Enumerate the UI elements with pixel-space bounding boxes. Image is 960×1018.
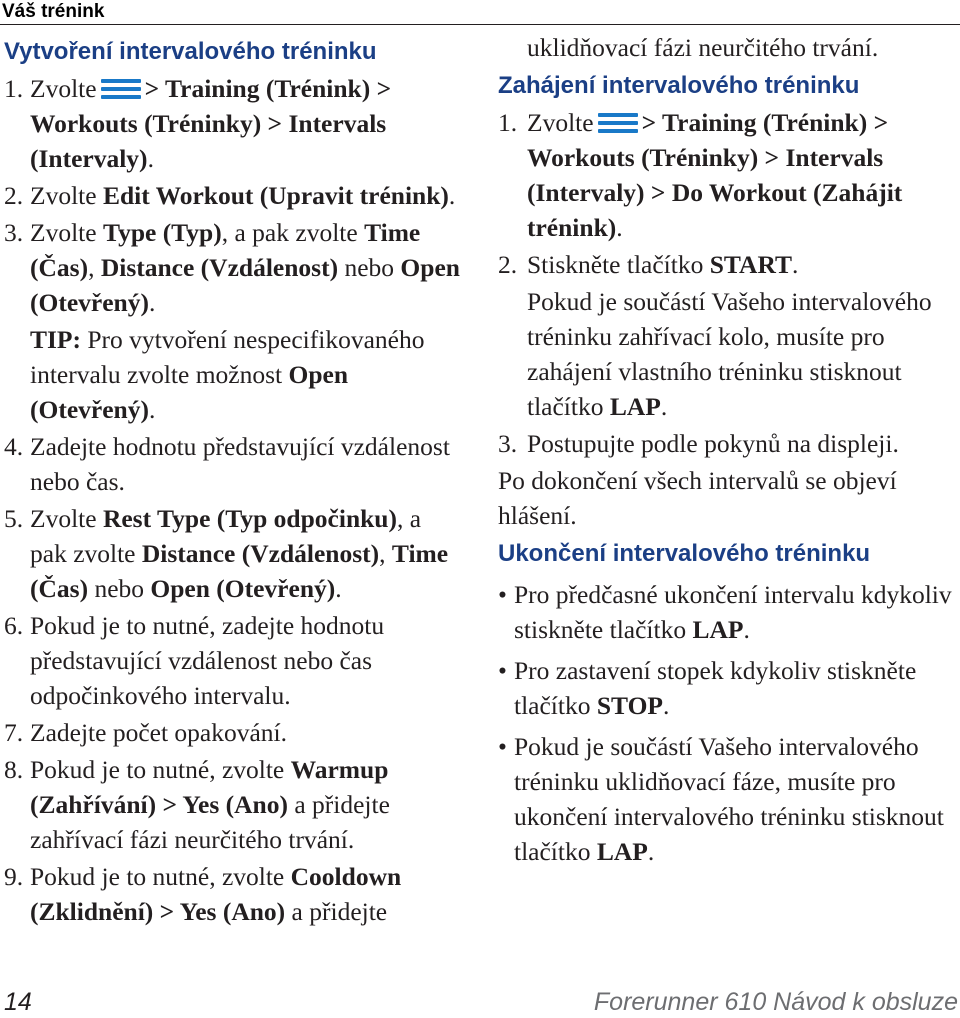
step-number: 9.: [4, 862, 24, 891]
after-text: Po dokončení všech intervalů se objeví hlášení.: [498, 466, 897, 530]
step-text: , a pak zvolte: [30, 504, 422, 568]
start-step-3: [498, 426, 960, 461]
bullet-icon: •: [498, 580, 507, 609]
step-text: nebo: [88, 574, 151, 603]
menu-icon: [598, 111, 638, 135]
step-1: [4, 71, 464, 176]
left-column: [4, 30, 464, 929]
step-text: nebo: [338, 253, 401, 282]
menu-option: Time (Čas): [30, 218, 421, 282]
step-text: Zvolte: [30, 218, 103, 247]
step-text: .: [616, 213, 623, 242]
step-8: [4, 752, 464, 857]
bullet-text: .: [743, 615, 750, 644]
step-number: 2.: [498, 250, 518, 279]
button-name: LAP: [609, 392, 661, 421]
tip-text: .: [148, 395, 156, 424]
menu-option: Open (Otevřený): [30, 360, 349, 424]
step-text: .: [448, 181, 456, 210]
bullet-2: [498, 653, 960, 723]
manual-title: Forerunner 610 Návod k obsluze: [593, 988, 958, 1016]
tip-note: [4, 322, 464, 427]
button-name: STOP: [596, 691, 663, 720]
step-6: [4, 608, 464, 713]
step-text: a přidejte: [285, 897, 388, 926]
step-text: Pokud je to nutné, zadejte hodnotu představující vzdálenost nebo čas odpočinkového intervalu.: [30, 611, 385, 710]
step-number: 3.: [498, 429, 518, 458]
step-text: , a pak zvolte: [221, 218, 365, 247]
button-name: LAP: [596, 837, 648, 866]
step-7: [4, 715, 464, 750]
bullet-3: [498, 729, 960, 869]
step-number: 3.: [4, 218, 24, 247]
step-text: ,: [379, 539, 392, 568]
step-text: .: [147, 144, 154, 173]
step-text: Zvolte: [30, 504, 103, 533]
bullet-icon: •: [498, 732, 507, 761]
step-text: Zvolte: [30, 181, 103, 210]
right-column: [498, 30, 960, 869]
step-text: Zvolte: [527, 108, 594, 137]
section-title: Váš trénink: [2, 1, 105, 22]
menu-option: Type (Typ): [102, 218, 222, 247]
menu-option: Distance (Vzdálenost): [100, 253, 339, 282]
tip-text: Pro vytvoření nespecifikovaného intervalu zvolte možnost: [30, 325, 425, 389]
step-text: .: [335, 574, 342, 603]
step-text: .: [148, 288, 156, 317]
step-2: [4, 178, 464, 213]
step-number: 6.: [4, 611, 24, 640]
step-text: ,: [88, 253, 101, 282]
step-number: 7.: [4, 718, 24, 747]
note-text: .: [660, 392, 668, 421]
continuation-text: uklidňovací fázi neurčitého trvání.: [527, 33, 879, 62]
step-text: a přidejte zahřívací fázi neurčitého trvání.: [30, 790, 390, 854]
tip-label: TIP:: [30, 325, 81, 354]
step-5: [4, 501, 464, 606]
note-text: Pokud je součástí Vašeho intervalového tréninku zahřívací kolo, musíte pro zahájení vlastního tréninku stisknout tlačítko: [527, 287, 932, 421]
menu-icon: [101, 77, 141, 101]
button-name: LAP: [692, 615, 744, 644]
step-text: Stiskněte tlačítko: [527, 250, 710, 279]
button-name: START: [709, 250, 792, 279]
step-text: Postupujte podle pokynů na displeji.: [527, 429, 899, 458]
menu-option: Cooldown (Zklidnění) > Yes (Ano): [30, 862, 402, 926]
heading-end-interval: Ukončení intervalového tréninku: [498, 540, 871, 567]
bullet-icon: •: [498, 656, 507, 685]
heading-start-interval: Zahájení intervalového tréninku: [498, 72, 860, 99]
step-number: 1.: [498, 108, 518, 137]
step-9: [4, 859, 464, 929]
menu-option: Open (Otevřený): [30, 253, 460, 317]
step-number: 5.: [4, 504, 24, 533]
step-text: Pokud je to nutné, zvolte: [30, 862, 291, 891]
menu-option: Warmup (Zahřívání) > Yes (Ano): [30, 755, 389, 819]
page-number: 14: [4, 988, 32, 1016]
warmup-note: [498, 284, 960, 424]
header-rule: [0, 24, 960, 25]
step-4: [4, 429, 464, 499]
bullet-1: [498, 577, 960, 647]
step-number: 4.: [4, 432, 24, 461]
menu-option: Time (Čas): [30, 539, 449, 603]
menu-option: Rest Type (Typ odpočinku): [102, 504, 397, 533]
step-text: .: [791, 250, 799, 279]
step-text: Pokud je to nutné, zvolte: [30, 755, 291, 784]
menu-option: Distance (Vzdálenost): [141, 539, 380, 568]
menu-path: > Training (Trénink) > Workouts (Tréninky) > Intervals (Intervaly): [30, 74, 392, 173]
bullet-text: .: [647, 837, 655, 866]
step-number: 2.: [4, 181, 24, 210]
heading-create-interval: Vytvoření intervalového tréninku: [4, 38, 377, 65]
step-number: 1.: [4, 74, 24, 103]
step-text: Zadejte počet opakování.: [30, 718, 288, 747]
bullet-text: Pro zastavení stopek kdykoliv stiskněte tlačítko: [514, 656, 917, 720]
step-text: Zadejte hodnotu představující vzdálenost nebo čas.: [30, 432, 450, 496]
start-step-2: [498, 247, 960, 282]
bullet-text: .: [663, 691, 670, 720]
menu-option: Open (Otevřený): [150, 574, 336, 603]
bullet-text: Pokud je součástí Vašeho intervalového tréninku uklidňovací fáze, musíte pro ukončení intervalového tréninku stisknout tlačítko: [514, 732, 944, 866]
bullet-text: Pro předčasné ukončení intervalu kdykoliv stiskněte tlačítko: [514, 580, 952, 644]
menu-path: > Training (Trénink) > Workouts (Tréninky) > Intervals (Intervaly) > Do Workout (Zahájit trénink): [527, 108, 903, 242]
step-number: 8.: [4, 755, 24, 784]
step-3: [4, 215, 464, 320]
menu-option: Edit Workout (Upravit trénink): [102, 181, 449, 210]
step-text: Zvolte: [30, 74, 97, 103]
start-step-1: [498, 105, 960, 245]
